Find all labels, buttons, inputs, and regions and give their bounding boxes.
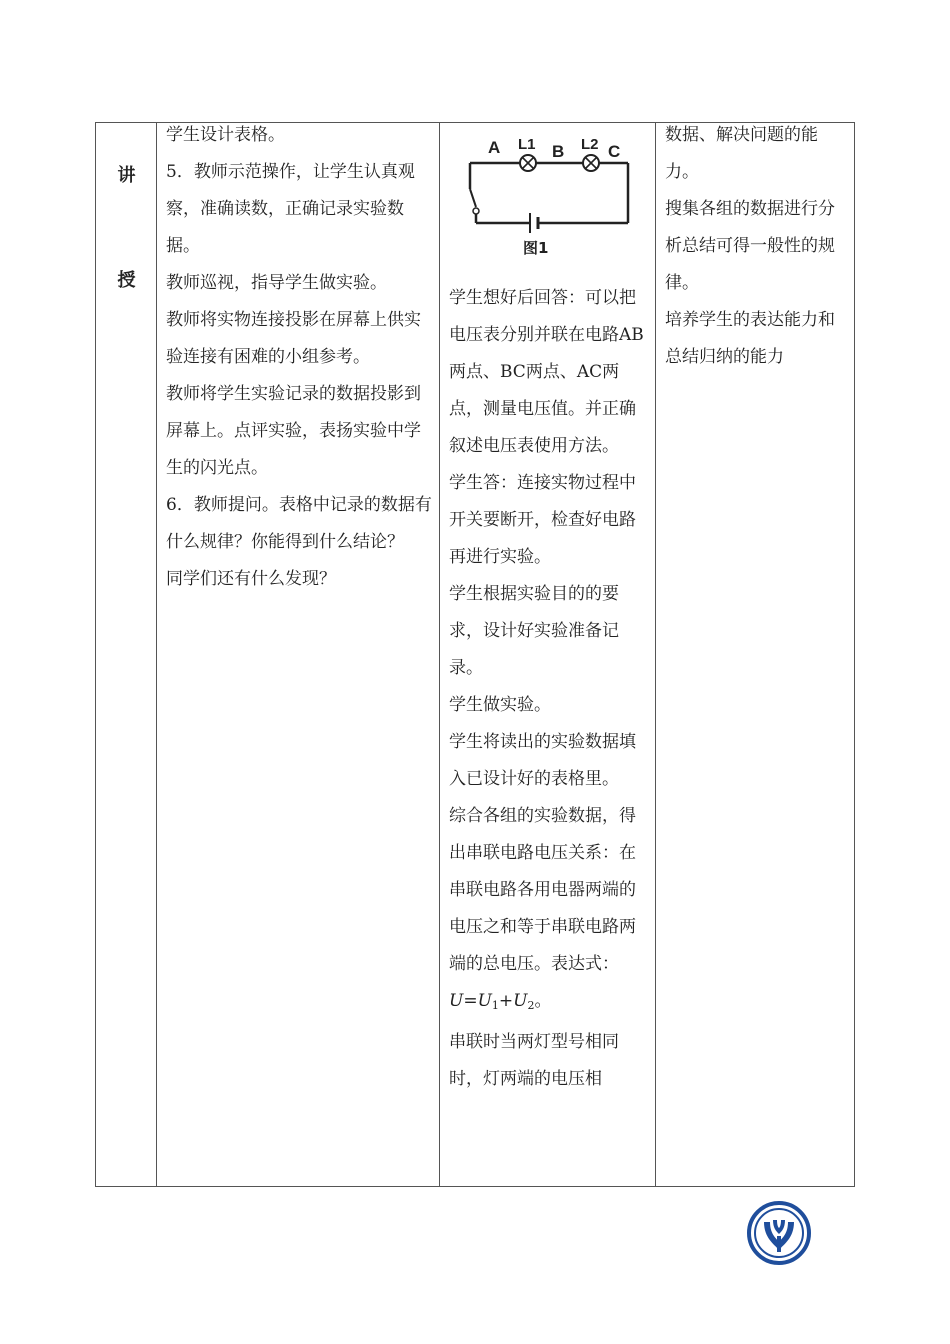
teacher-text-2: 5．教师示范操作，让学生认真观察，准确读数，正确记录实验数据。 (166, 162, 415, 256)
student-text-1: 学生想好后回答：可以把电压表分别并联在电路AB两点、BC两点、AC两点，测量电压值。并正确叙述电压表使用方法。 (449, 288, 644, 456)
teacher-text-6: 6．教师提问。表格中记录的数据有什么规律？你能得到什么结论？ (166, 495, 432, 552)
stage-label-2: 授 (117, 270, 136, 291)
teacher-text-3: 教师巡视，指导学生做实验。 (166, 273, 387, 293)
diagram-caption: 图1 (523, 239, 549, 257)
point-a-label: A (488, 138, 501, 157)
teacher-text-1: 学生设计表格。 (166, 125, 285, 145)
student-text-5: 学生将读出的实验数据填入已设计好的表格里。 (449, 732, 636, 789)
teacher-text-4: 教师将实物连接投影在屏幕上供实验连接有困难的小组参考。 (166, 310, 421, 367)
student-text-3: 学生根据实验目的的要求，设计好实验准备记录。 (449, 584, 619, 678)
point-c-label: C (608, 142, 621, 161)
series-circuit-diagram (448, 127, 638, 262)
lamp-l2-icon (583, 155, 599, 171)
student-text-4: 学生做实验。 (449, 695, 551, 715)
student-activity-column (440, 123, 656, 1186)
purpose-text-2: 搜集各组的数据进行分析总结可得一般性的规律。 (665, 199, 835, 293)
point-b-label: B (552, 142, 565, 161)
stage-column (96, 123, 157, 1186)
lamp-l2-label: L2 (581, 136, 599, 153)
stage-label-1: 讲 (117, 165, 136, 186)
purpose-text-1: 数据、解决问题的能力。 (665, 125, 818, 182)
switch-contact (473, 208, 479, 214)
student-text-6: 综合各组的实验数据，得出串联电路电压关系：在串联电路各用电器两端的电压之和等于串联电路两端的总电压。表达式： (449, 806, 636, 974)
lamp-l1-label: L1 (518, 136, 536, 153)
student-text-7: 串联时当两灯型号相同时，灯两端的电压相 (449, 1032, 619, 1089)
student-text-2: 学生答：连接实物过程中开关要断开，检查好电路再进行实验。 (449, 473, 636, 567)
voltage-formula: $U=U_1+U_2$。 (449, 991, 552, 1012)
purpose-text-3: 培养学生的表达能力和总结归纳的能力 (665, 310, 835, 367)
teacher-activity-column (157, 123, 440, 1186)
lesson-table (95, 122, 855, 1187)
switch-blade (470, 189, 476, 207)
school-logo-icon (746, 1200, 812, 1266)
teacher-text-7: 同学们还有什么发现？ (166, 569, 336, 589)
teacher-text-5: 教师将学生实验记录的数据投影到屏幕上。点评实验，表扬实验中学生的闪光点。 (166, 384, 421, 478)
purpose-column (656, 123, 856, 1186)
lamp-l1-icon (520, 155, 536, 171)
